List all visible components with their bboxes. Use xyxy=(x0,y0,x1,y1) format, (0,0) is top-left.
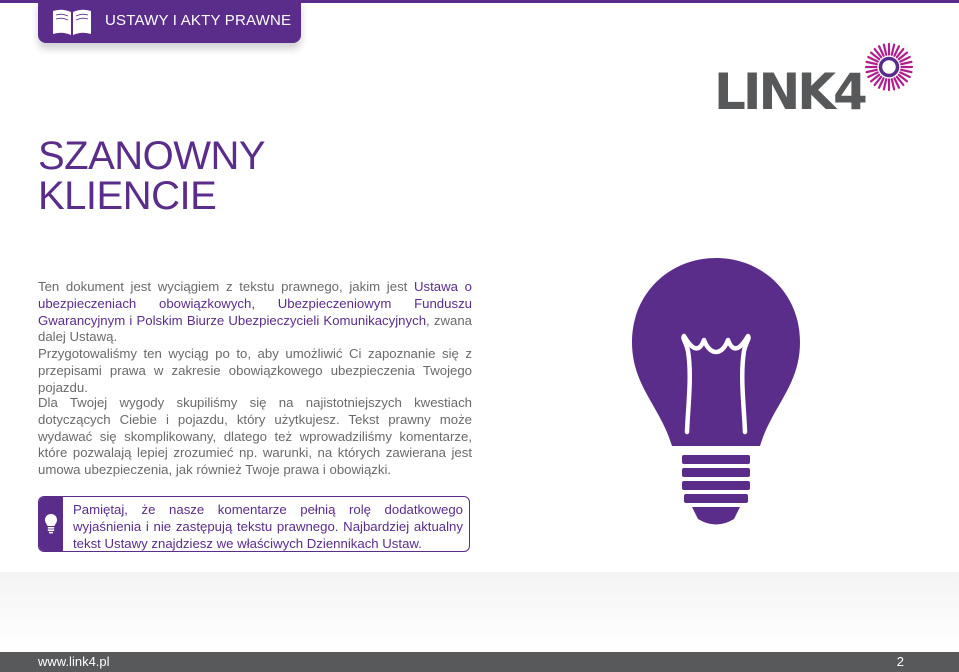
burst-ray xyxy=(884,45,886,55)
purple-burst-icon xyxy=(864,42,914,92)
burst-ray xyxy=(892,79,894,89)
section-tab-label: USTAWY I AKTY PRAWNE xyxy=(105,12,292,29)
burst-ray xyxy=(901,70,911,72)
title-line-2: KLIENCIE xyxy=(38,174,217,218)
note-text: Pamiętaj, że nasze komentarze pełnią rolę dodatkowego wyjaśnienia i nie zastępują tekstu prawnego. Najbardziej aktualny tekst Ustawy znajdziesz we właściwych Dziennikach Ustaw. xyxy=(73,502,463,551)
intro-paragraph-1 xyxy=(38,279,472,346)
footer-fade xyxy=(0,572,959,652)
burst-ray xyxy=(884,79,886,89)
burst-ray xyxy=(867,70,877,72)
large-lightbulb-icon xyxy=(630,256,802,532)
page-number: 2 xyxy=(896,654,904,669)
intro-p1-before: Ten dokument jest wyciągiem z tekstu prawnego, jakim jest xyxy=(38,279,415,294)
intro-p1-after: , zwana dalej Ustawą. xyxy=(38,312,473,345)
footer-bar xyxy=(0,652,959,672)
website-link[interactable]: www.link4.pl xyxy=(38,654,110,669)
note-box xyxy=(38,496,470,552)
intro-paragraph-2: Przygotowaliśmy ten wyciąg po to, aby umożliwić Ci zapoznanie się z przepisami prawa w zakresie obowiązkowego ubezpieczenia Twojego pojazdu. xyxy=(38,346,472,395)
burst-ray xyxy=(892,45,894,55)
act-title-highlight: Ustawa o ubezpieczeniach obowiązkowych, Ubezpieczeniowym Funduszu Gwarancyjnym i Polskim Biurze Ubezpieczycieli Komunikacyjnych xyxy=(38,279,472,328)
intro-paragraph-3: Dla Twojej wygody skupiliśmy się na najistotniejszych kwestiach dotyczących Ciebie i pojazdu, który użytkujesz. Tekst prawny może wydawać się skomplikowany, dlatego też wprowadziliśmy komentarze, które pozwalają lepiej zrozumieć np. warunki, na których zawierana jest umowa ubezpieczenia, jak również Twoje prawa i obowiązki. xyxy=(38,395,472,478)
lightbulb-icon xyxy=(45,514,57,534)
logo-text: LINK4 xyxy=(714,63,865,121)
title-line-1: SZANOWNY xyxy=(38,134,266,178)
section-tab xyxy=(38,0,301,43)
burst-ray xyxy=(867,62,877,64)
note-icon-strip xyxy=(39,497,63,551)
page-title xyxy=(38,136,265,216)
link4-logo xyxy=(714,42,914,120)
burst-ray xyxy=(901,62,911,64)
open-book-icon xyxy=(51,7,93,37)
